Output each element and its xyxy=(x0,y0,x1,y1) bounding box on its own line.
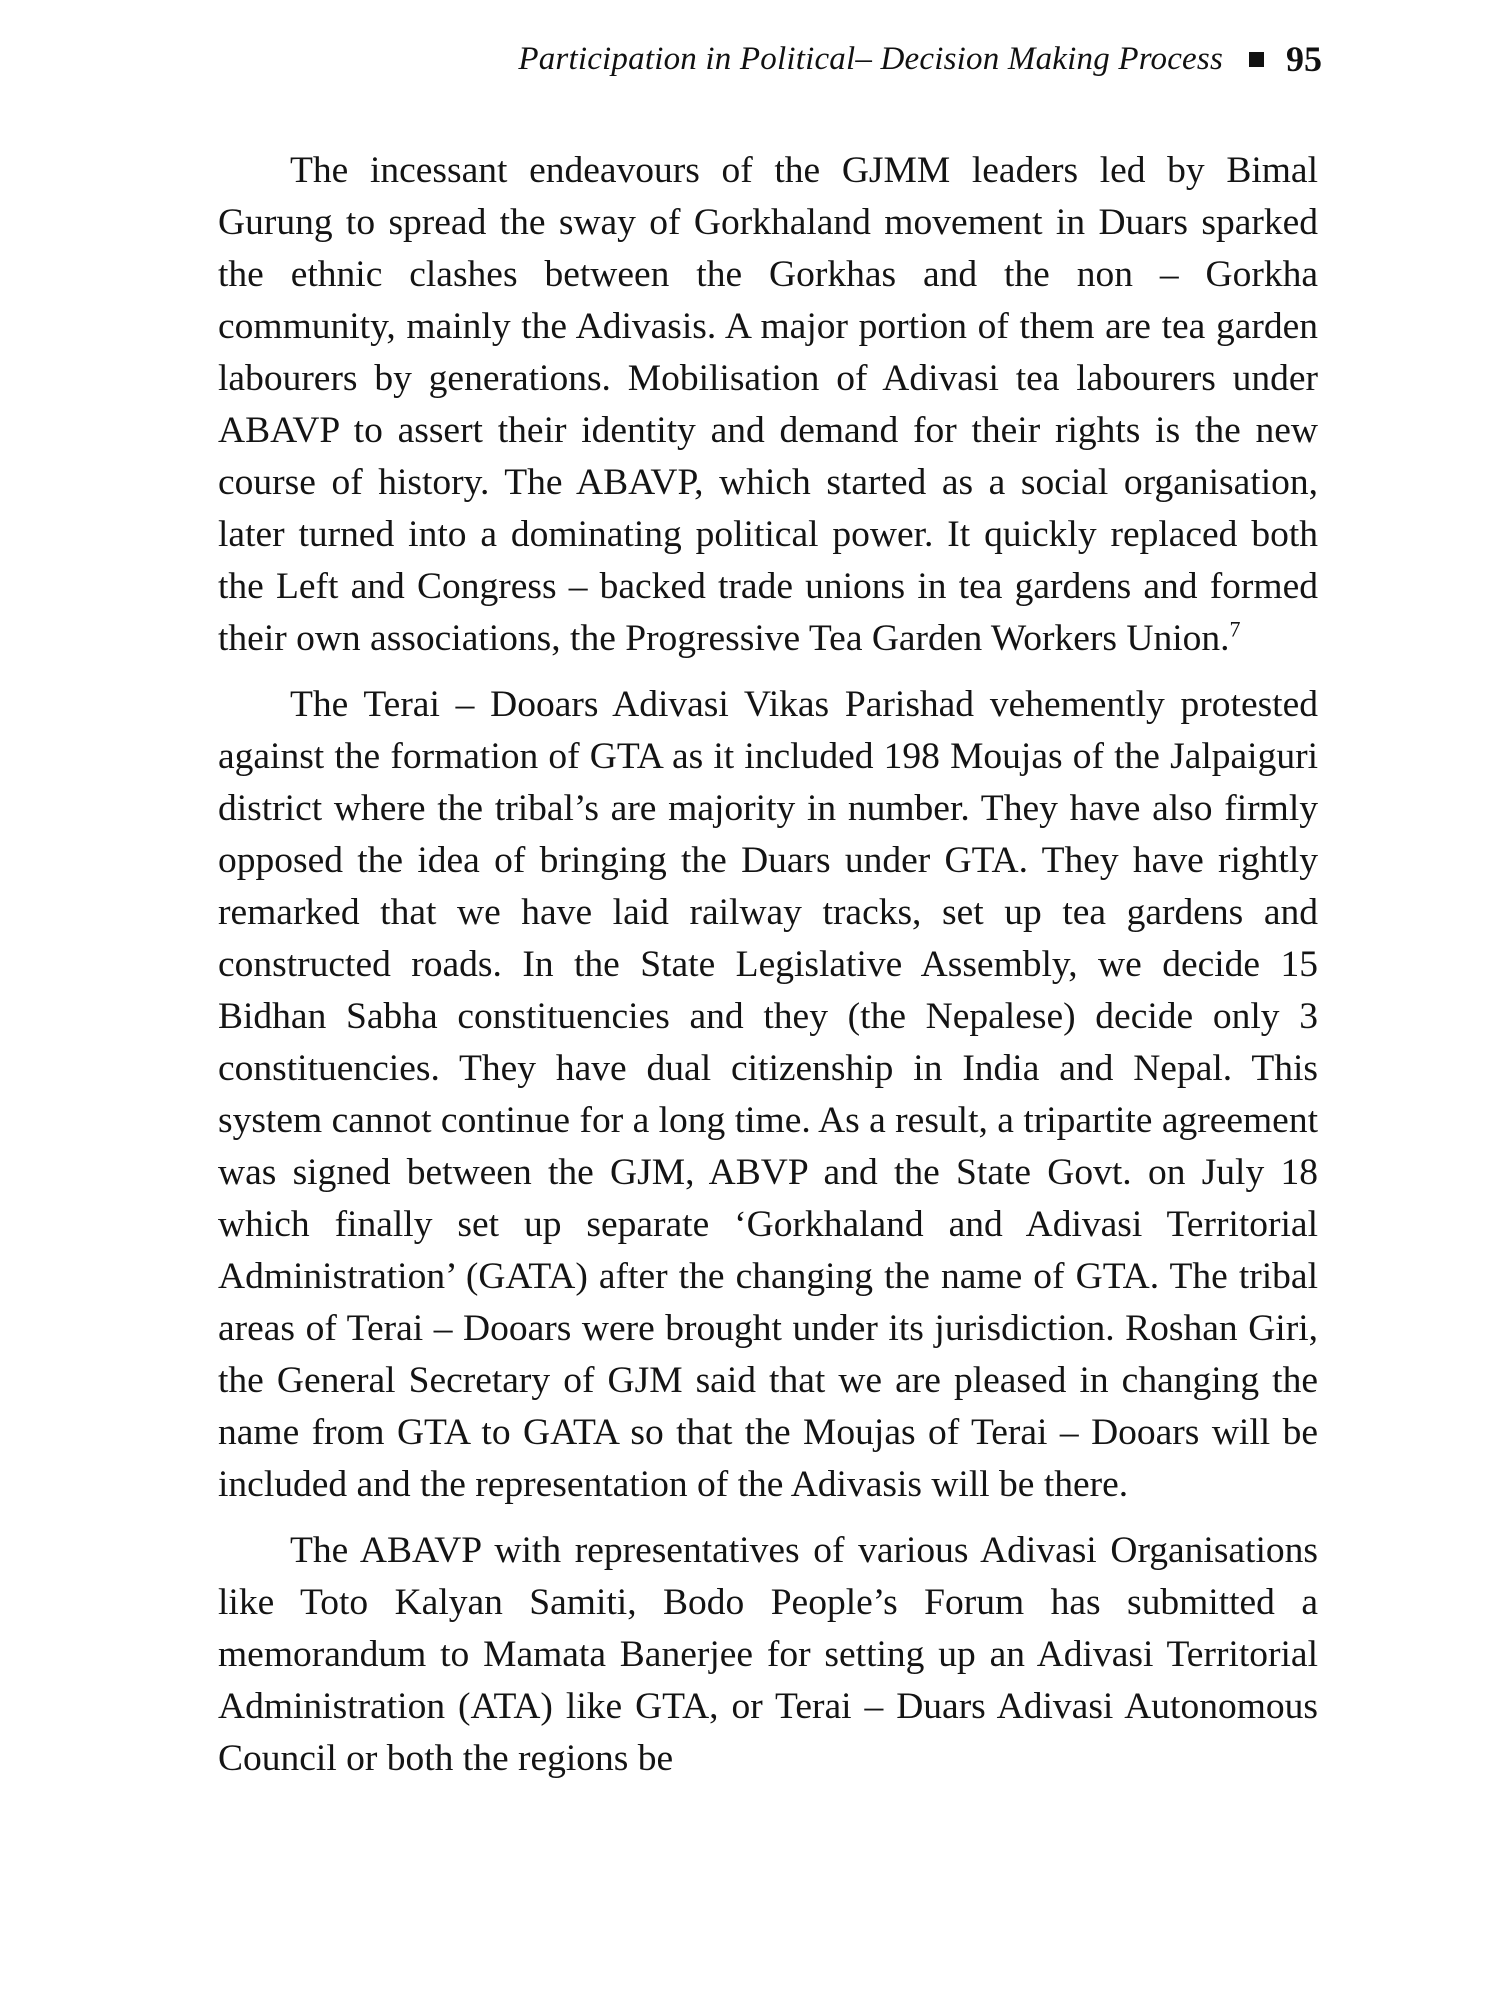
paragraph-3 xyxy=(218,1525,1318,1785)
running-header xyxy=(210,38,1322,80)
paragraph-2-text: The Terai – Dooars Adivasi Vikas Parishad vehemently protested against the formation of GTA as it included 198 Moujas of the Jalpaiguri district where the tribal’s are majority in number. They have also firmly opposed the idea of bringing the Duars under GTA. They have rightly remarked that we have laid railway tracks, set up tea gardens and constructed roads. In the State Legislative Assembly, we decide 15 Bidhan Sabha constituencies and they (the Nepalese) decide only 3 constituencies. They have dual citizenship in India and Nepal. This system cannot continue for a long time. As a result, a tripartite agreement was signed between the GJM, ABVP and the State Govt. on July 18 which finally set up separate ‘Gorkhaland and Adivasi Territorial Administration’ (GATA) after the changing the name of GTA. The tribal areas of Terai – Dooars were brought under its jurisdiction. Roshan Giri, the General Secretary of GJM said that we are pleased in changing the name from GTA to GATA so that the Moujas of Terai – Dooars will be included and the representation of the Adivasis will be there. xyxy=(218,684,1318,1505)
paragraph-1-text: The incessant endeavours of the GJMM leaders led by Bimal Gurung to spread the sway of Gorkhaland movement in Duars sparked the ethnic clashes between the Gorkhas and the non – Gorkha community, mainly the Adivasis. A major portion of them are tea garden labourers by generations. Mobilisation of Adivasi tea labourers under ABAVP to assert their identity and demand for their rights is the new course of history. The ABAVP, which started as a social organisation, later turned into a dominating political power. It quickly replaced both the Left and Congress – backed trade unions in tea gardens and formed their own associations, the Progressive Tea Garden Workers Union. xyxy=(218,150,1318,659)
paragraph-1 xyxy=(218,145,1318,665)
header-bullet-icon xyxy=(1249,52,1264,67)
footnote-ref-7: 7 xyxy=(1229,616,1241,642)
paragraph-2 xyxy=(218,679,1318,1511)
running-header-title: Participation in Political– Decision Making Process xyxy=(518,40,1223,77)
page-number: 95 xyxy=(1286,39,1322,79)
paragraph-3-text: The ABAVP with representatives of various Adivasi Organisations like Toto Kalyan Samiti, Bodo People’s Forum has submitted a memorandum to Mamata Banerjee for setting up an Adivasi Territorial Administration (ATA) like GTA, or Terai – Duars Adivasi Autonomous Council or both the regions be xyxy=(218,1530,1318,1779)
body-text xyxy=(218,145,1318,1799)
